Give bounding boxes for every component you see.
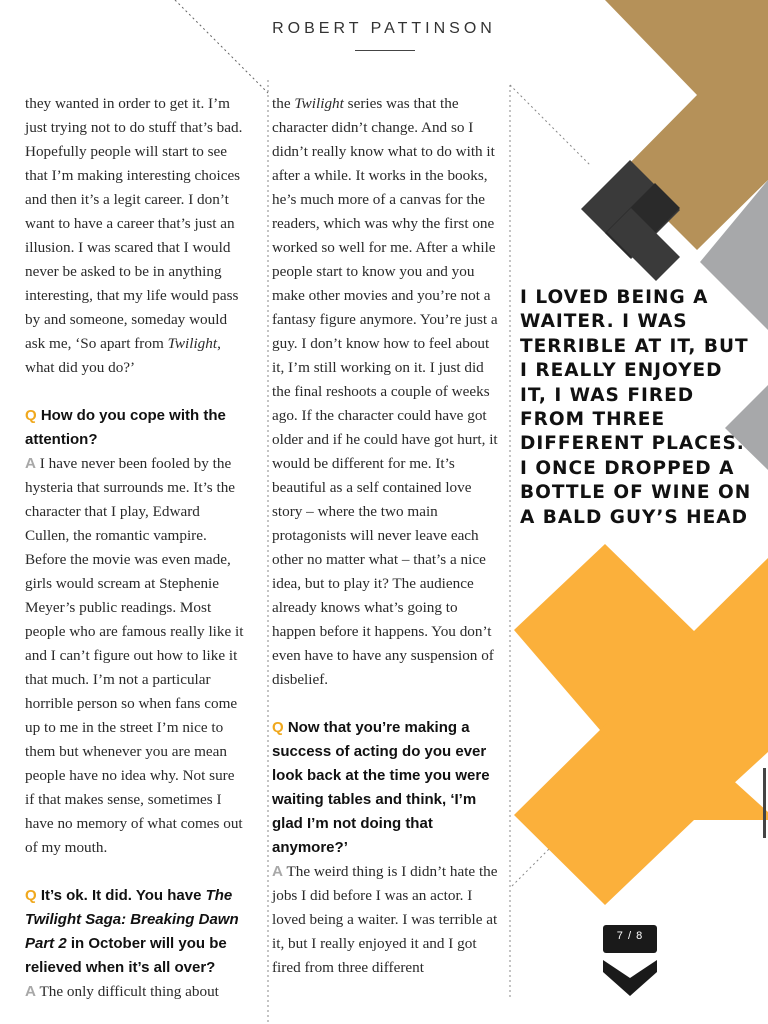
article-column-1: [25, 92, 247, 1004]
answer: A The only difficult thing about: [25, 983, 219, 1000]
paragraph: the Twilight series was that the character didn’t change. And so I didn’t really know what to do with it after a while. It works in the books, he’s much more of a canvas for the readers, which was why the first one worked so well for me. After a while people start to know you and you make other movies and you’re not a fantasy figure anymore. You’re just a guy. I don’t know how to feel about it, I’m still working on it. I just did the final reshoots a couple of weeks ago. If the character could have got older and if he could have got hurt, it would be different for me. It’s beautiful as a self contained love story – where the two main protagonists will never leave each other no matter what – that’s a nice idea, but to play it? The audience already knows what’s going to happen before it happens. You don’t even have to have any suspension of disbelief.: [272, 95, 498, 688]
page-indicator[interactable]: 7 / 8: [616, 930, 644, 942]
down-arrow-icon: [603, 960, 657, 996]
paragraph: they wanted in order to get it. I’m just trying not to do stuff that’s bad. Hopefully people will start to see that I’m making interesting choices and then it’s a legit career. I don’t want to have a career that’s just an illusion. I was scared that I would never be asked to be in anything interesting, that my life would pass by and someone, someday would ask me, ‘So apart from Twilight, what did you do?’: [25, 95, 243, 376]
pull-quote: I LOVED BEING A WAITER. I WAS TERRIBLE AT IT, BUT I REALLY ENJOYED IT, I WAS FIRED FROM THREE DIFFERENT PLACES. I ONCE DROPPED A BOTTLE OF WINE ON A BALD GUY’S HEAD: [520, 287, 752, 528]
dotted-guide-line: [175, 0, 268, 93]
scrollbar[interactable]: [763, 768, 766, 838]
dotted-guide-line: [510, 85, 590, 165]
question: Q How do you cope with the attention?: [25, 407, 226, 448]
answer: A I have never been fooled by the hysteria that surrounds me. It’s the character that I play, Edward Cullen, the romantic vampire. Before the movie was even made, girls would scream at Stephenie Meyer’s public readings. Most people who are famous really like it and I can’t figure out how to like it that much. I’m not a particular horrible person so when fans come up to me in the street I’m nice to them but whenever you are mean people have no idea why. Not sure if that makes sense, sometimes I have no memory of what comes out of my mouth.: [25, 455, 244, 856]
answer: A The weird thing is I didn’t hate the jobs I did before I was an actor. I loved being a waiter. I was terrible at it, but I really enjoyed it and I got fired from three different: [272, 863, 498, 976]
header-divider: [355, 50, 415, 51]
question: Q Now that you’re making a success of acting do you ever look back at the time you were waiting tables and think, ‘I’m glad I’m not doing that anymore?’: [272, 719, 490, 856]
article-column-2: [272, 92, 502, 980]
page-header: ROBERT PATTINSON: [272, 20, 496, 37]
question: Q It’s ok. It did. You have The Twilight Saga: Breaking Dawn Part 2 in October will you be relieved when it’s all over?: [25, 887, 239, 976]
